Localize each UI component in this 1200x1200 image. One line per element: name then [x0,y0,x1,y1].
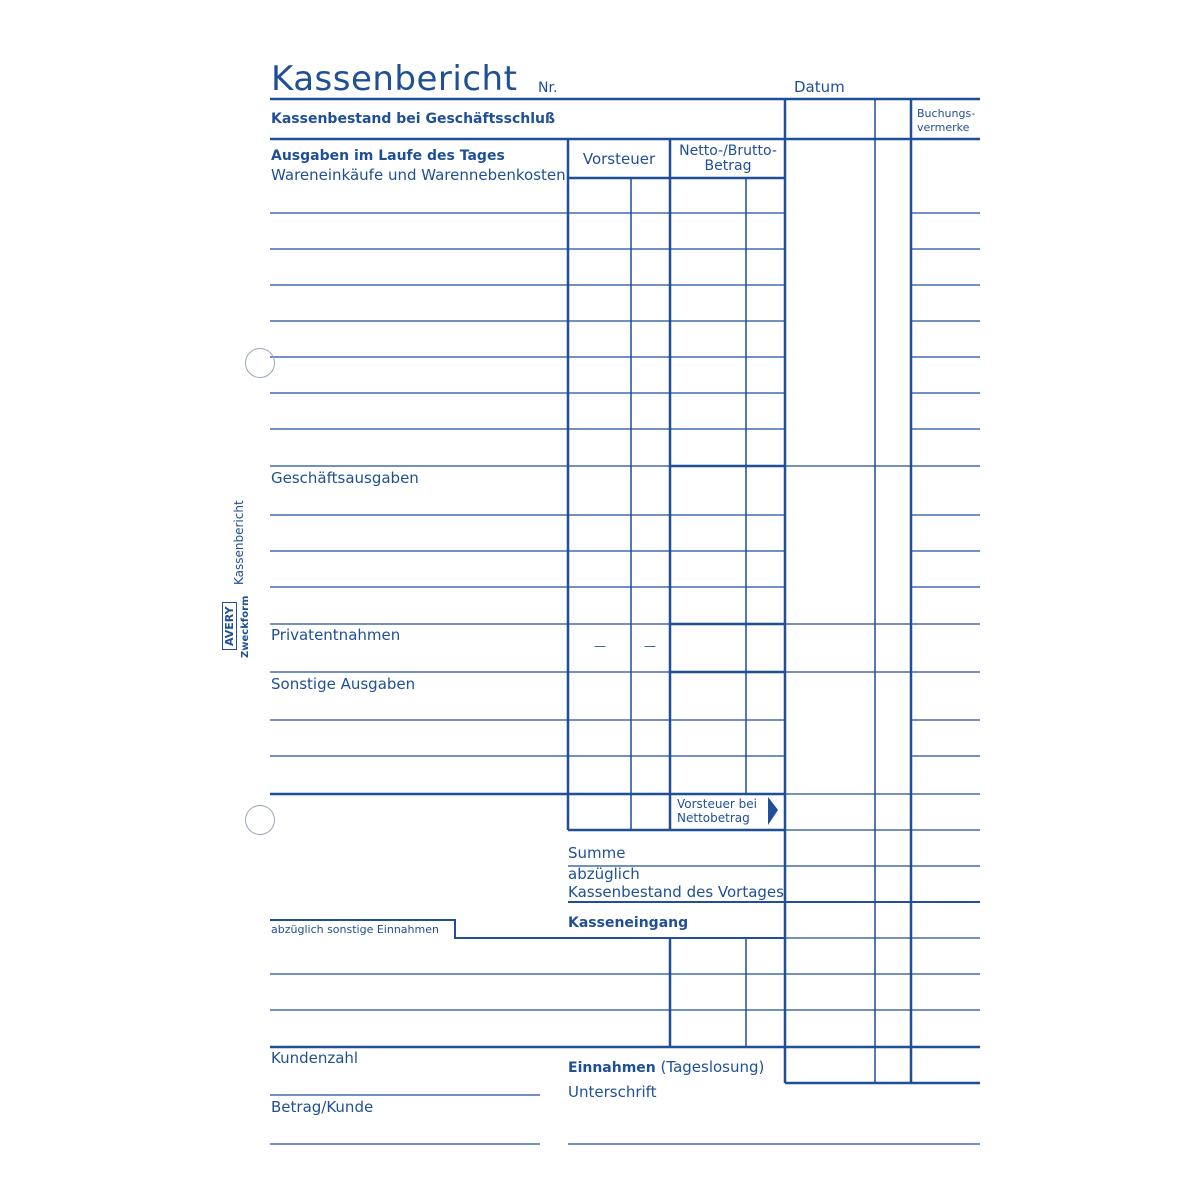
side-form-name: Kassenbericht [232,500,246,585]
other-expenses-label: Sonstige Ausgaben [271,675,416,693]
brand-zweckform-logo: Zweckform [240,595,251,658]
prev-balance-label: Kassenbestand des Vortages [568,883,784,901]
expenses-heading: Ausgaben im Laufe des Tages [271,148,505,164]
customer-count-label: Kundenzahl [271,1049,359,1067]
signature-label: Unterschrift [568,1083,657,1101]
private-dash-vorsteuer-1: — [594,639,606,653]
closing-balance-label: Kassenbestand bei Geschäftsschluß [271,111,556,127]
cash-receipt-label: Kasseneingang [568,915,689,931]
page-title: Kassenbericht [271,59,518,99]
minus-other-income-label: abzüglich sonstige Einnahmen [271,923,439,936]
brand-avery-logo: AVERY [222,602,237,650]
arrow-right-icon [768,797,778,825]
income-label [568,1060,764,1075]
income-label-rest: (Tageslosung) [655,1058,765,1076]
punch-hole-top [245,348,275,378]
private-withdrawals-label: Privatentnahmen [271,626,401,644]
punch-hole-bottom [245,805,275,835]
minus-label: abzüglich [568,865,640,883]
private-dash-vorsteuer-2: — [644,639,656,653]
date-label: Datum [794,78,845,96]
net-gross-header: Netto-/Brutto- Betrag [679,143,777,174]
booking-notes-label: Buchungs- vermerke [917,107,976,134]
business-expenses-label: Geschäftsausgaben [271,469,419,487]
expenses-subheading: Wareneinkäufe und Warennebenkosten [271,166,566,184]
nr-label: Nr. [538,80,558,96]
sum-label: Summe [568,844,626,862]
input-tax-net-label: Vorsteuer bei Nettobetrag [677,797,757,825]
amount-per-customer-label: Betrag/Kunde [271,1098,374,1116]
income-label-bold: Einnahmen [568,1060,656,1076]
input-tax-header: Vorsteuer [582,150,656,168]
